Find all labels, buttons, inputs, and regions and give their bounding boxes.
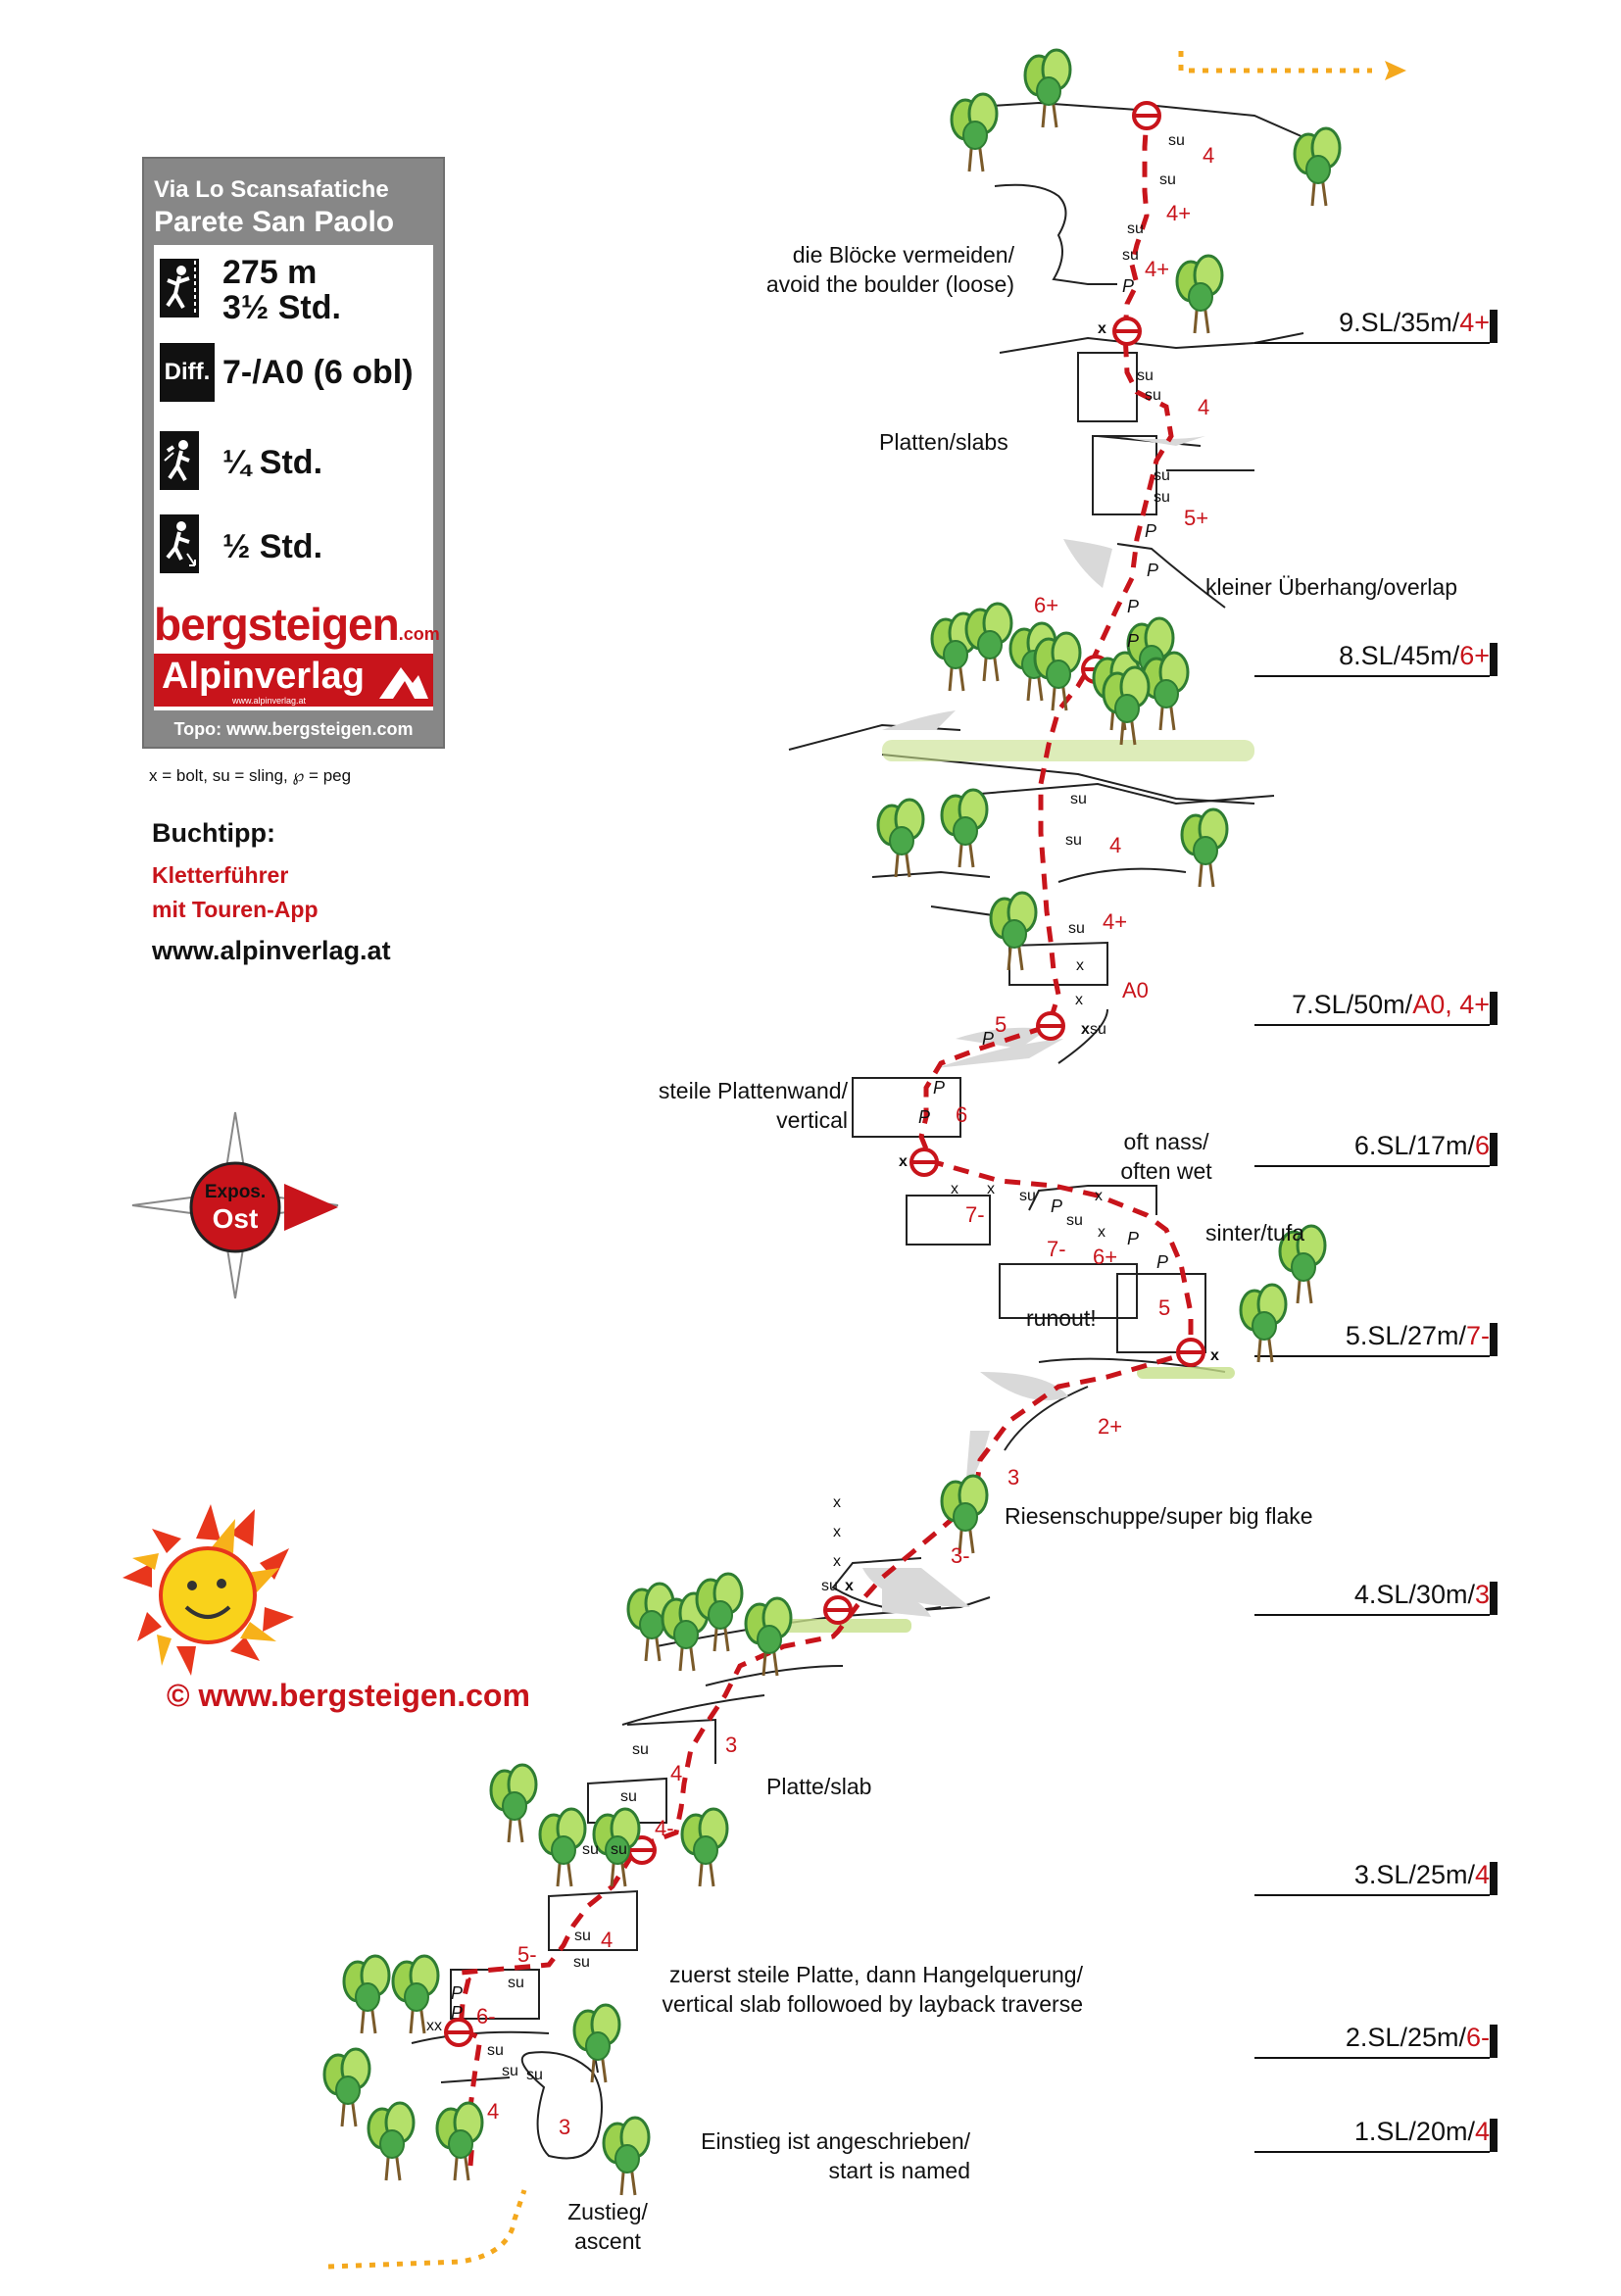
route-grade: 3 [725, 1733, 738, 1757]
svg-text:x: x [1210, 1347, 1219, 1364]
wall-name: Parete San Paolo [154, 206, 395, 238]
svg-text:su: su [1090, 1021, 1106, 1038]
svg-text:su: su [611, 1841, 627, 1858]
svg-text:su: su [1159, 171, 1176, 188]
svg-text:P: P [451, 1983, 464, 2003]
exposition-label: Expos. [204, 1182, 267, 1202]
route-grade: 4- [655, 1816, 674, 1840]
route-grade: 3- [951, 1543, 970, 1568]
svg-text:x: x [1098, 320, 1106, 337]
svg-text:x: x [951, 1181, 958, 1197]
annotation-start: Einstieg ist angeschrieben/ start is named [701, 2128, 970, 2183]
svg-text:x: x [845, 1578, 854, 1594]
svg-text:su: su [1068, 920, 1085, 937]
svg-text:su: su [1137, 367, 1154, 384]
svg-text:x: x [1098, 1224, 1105, 1241]
route-length: 275 m [222, 254, 318, 291]
difficulty-icon: Diff. [160, 343, 215, 402]
pitch-label-6: 6.SL/17m/6 [1353, 1131, 1490, 1160]
route-grade: 5+ [1184, 506, 1209, 530]
route-grade: 3 [1007, 1465, 1020, 1490]
annotation-runout: runout! [1026, 1305, 1097, 1331]
approach-time: ¼ Std. [222, 444, 323, 481]
pitch-label-4: 4.SL/30m/3 [1353, 1580, 1490, 1609]
exposition-value: Ost [212, 1203, 259, 1234]
route-grade: 4 [1109, 833, 1122, 857]
route-grade: 6- [476, 2004, 496, 2028]
svg-text:su: su [526, 2067, 543, 2083]
route-grade: 6+ [1034, 593, 1059, 617]
svg-text:P: P [982, 1029, 995, 1049]
svg-text:P: P [918, 1107, 931, 1127]
svg-text:x: x [1095, 1188, 1103, 1204]
svg-text:x: x [899, 1153, 908, 1170]
svg-text:su: su [1122, 247, 1139, 264]
route-grade: 4+ [1166, 201, 1192, 225]
copyright: © www.bergsteigen.com [167, 1678, 530, 1713]
svg-text:x: x [833, 1524, 841, 1540]
svg-text:su: su [573, 1954, 590, 1971]
publisher-url-small: www.alpinverlag.at [232, 696, 307, 706]
topo-credit: Topo: www.bergsteigen.com [173, 719, 414, 739]
svg-text:x: x [833, 1494, 841, 1511]
climb-time: 3½ Std. [222, 289, 341, 326]
svg-text:x: x [1076, 957, 1084, 974]
book-line-1: Kletterführer [152, 862, 289, 888]
book-line-2: mit Touren-App [152, 897, 319, 922]
route-grade: 4+ [1103, 909, 1128, 934]
pitch-label-9: 9.SL/35m/4+ [1339, 308, 1490, 337]
route-name: Via Lo Scansafatiche [154, 176, 389, 203]
annotation-steep: steile Plattenwand/ vertical [658, 1078, 848, 1133]
route-grade: 6+ [1093, 1245, 1118, 1269]
svg-text:P: P [1145, 521, 1157, 541]
route-grade: 4 [670, 1761, 683, 1785]
annotation-slab: Platte/slab [766, 1774, 872, 1799]
svg-text:P: P [1127, 1229, 1140, 1248]
publisher-name: Alpinverlag [162, 656, 365, 697]
svg-text:su: su [1145, 387, 1161, 404]
pitch-label-2: 2.SL/25m/6- [1345, 2023, 1490, 2052]
pitch-label-5: 5.SL/27m/7- [1345, 1321, 1490, 1350]
route-grade: 4 [601, 1928, 614, 1952]
route-grade: 6 [956, 1102, 968, 1127]
svg-text:x: x [1075, 992, 1083, 1008]
svg-text:su: su [502, 2063, 518, 2079]
annotation-flake: Riesenschuppe/super big flake [1005, 1503, 1313, 1529]
annotation-approach: Zustieg/ ascent [567, 2199, 648, 2254]
book-heading: Buchtipp: [152, 818, 275, 848]
route-grade: 5 [1158, 1295, 1171, 1320]
route-grade: 3 [559, 2115, 571, 2139]
svg-text:su: su [508, 1975, 524, 1991]
svg-text:su: su [1154, 467, 1170, 484]
svg-text:P: P [933, 1078, 946, 1098]
pitch-label-1: 1.SL/20m/4 [1353, 2117, 1490, 2146]
svg-text:P: P [1156, 1252, 1169, 1272]
svg-text:P: P [1122, 276, 1135, 296]
annotation-wet: oft nass/ often wet [1120, 1129, 1212, 1184]
svg-text:P: P [1127, 631, 1140, 651]
svg-text:su: su [1019, 1188, 1036, 1204]
annotation-overhang: kleiner Überhang/overlap [1205, 574, 1457, 600]
svg-text:P: P [1051, 1197, 1063, 1216]
route-grade: 4 [1203, 143, 1215, 168]
svg-text:su: su [1065, 832, 1082, 849]
legend: x = bolt, su = sling, ℘ = peg [149, 766, 352, 785]
route-grade: 2+ [1098, 1414, 1123, 1439]
svg-text:su: su [1066, 1212, 1083, 1229]
svg-text:su: su [582, 1841, 599, 1858]
svg-text:su: su [1070, 791, 1087, 807]
svg-text:su: su [1127, 220, 1144, 237]
route-grade: 4+ [1145, 257, 1170, 281]
pitch-label-8: 8.SL/45m/6+ [1339, 641, 1490, 670]
route-grade: 7- [965, 1202, 985, 1227]
annotation-blocks: die Blöcke vermeiden/ avoid the boulder (loose) [765, 242, 1014, 297]
route-grade: 5- [517, 1942, 537, 1967]
route-grade: 5 [995, 1012, 1007, 1037]
annotation-sinter: sinter/tufa [1205, 1220, 1304, 1246]
svg-text:su: su [574, 1928, 591, 1944]
route-grade: A0 [1122, 978, 1149, 1002]
svg-text:su: su [1154, 489, 1170, 506]
svg-text:P: P [451, 2003, 464, 2023]
route-grade: 7- [1047, 1237, 1066, 1261]
annotation-traverse: zuerst steile Platte, dann Hangelquerung/ vertical slab followoed by layback traverse [662, 1962, 1083, 2017]
svg-text:x: x [987, 1181, 995, 1197]
descent-time: ½ Std. [222, 528, 323, 565]
svg-text:x: x [833, 1553, 841, 1570]
route-grade: 4 [487, 2099, 500, 2124]
svg-text:xx: xx [426, 2018, 442, 2034]
book-url[interactable]: www.alpinverlag.at [152, 936, 391, 965]
brand-name: bergsteigen [154, 599, 399, 650]
svg-text:su: su [487, 2042, 504, 2059]
route-difficulty: 7-/A0 (6 obl) [222, 354, 414, 391]
svg-text:su: su [632, 1741, 649, 1758]
svg-text:su: su [821, 1578, 838, 1594]
svg-text:P: P [1147, 561, 1159, 580]
svg-text:su: su [1168, 132, 1185, 149]
pitch-label-3: 3.SL/25m/4 [1353, 1860, 1490, 1889]
brand-suffix: .com [398, 624, 440, 644]
svg-text:x: x [1081, 1021, 1090, 1038]
pitch-label-7: 7.SL/50m/A0, 4+ [1292, 990, 1490, 1019]
svg-text:su: su [620, 1788, 637, 1805]
route-grade: 4 [1198, 395, 1210, 419]
svg-text:P: P [1127, 597, 1140, 616]
annotation-slabs: Platten/slabs [879, 429, 1008, 455]
